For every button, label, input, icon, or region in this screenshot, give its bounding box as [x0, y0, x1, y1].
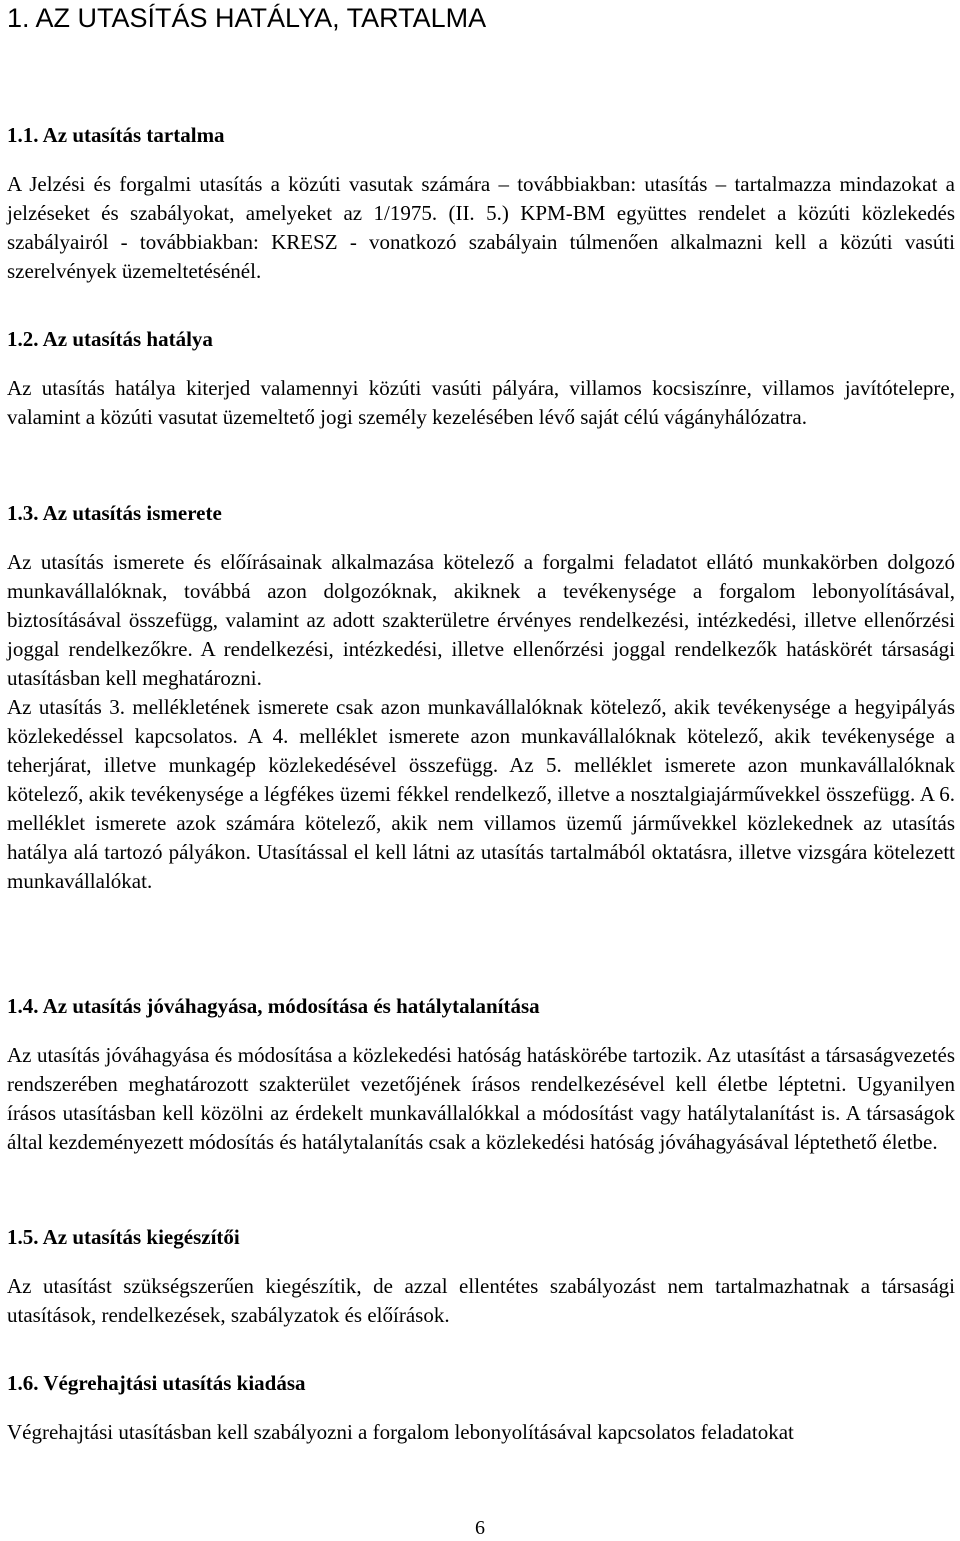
- chapter-title: 1. AZ UTASÍTÁS HATÁLYA, TARTALMA: [7, 3, 487, 33]
- section-1-6: [7, 1369, 955, 1447]
- section-paragraph: Az utasítás hatálya kiterjed valamennyi közúti vasúti pályára, villamos kocsiszínre, villamos javítótelepre, valamint a közúti vasutat üzemeltető jogi személy kezelésében lévő saját célú vágányhálózatra.: [7, 376, 955, 429]
- section-heading: 1.5. Az utasítás kiegészítői: [7, 1225, 240, 1249]
- page-number: 6: [475, 1517, 485, 1539]
- section-1-3: [7, 499, 955, 896]
- section-heading: 1.4. Az utasítás jóváhagyása, módosítása és hatálytalanítása: [7, 994, 540, 1018]
- section-1-2: [7, 325, 955, 432]
- section-paragraph: Az utasítás 3. mellékletének ismerete csak azon munkavállalóknak kötelező, akik tevékenysége a hegyipályás közlekedéssel kapcsolatos. A 4. melléklet ismerete azon munkavállalóknak kötelező, akik tevékenysége a teherjárat, illetve munkagép közlekedésével összefügg. Az 5. melléklet ismerete azon munkavállalóknak kötelező, akik tevékenysége a légfékes üzemi fékkel rendelkező, illetve a nosztalgiajárművekkel összefügg. A 6. melléklet ismerete azok számára kötelező, akik nem villamos üzemű járművekkel közlekednek az utasítás hatálya alá tartozó pályákon. Utasítással el kell látni az utasítás tartalmából oktatásra, illetve vizsgára kötelezett munkavállalókat.: [7, 695, 955, 893]
- section-paragraph: Az utasítást szükségszerűen kiegészítik, de azzal ellentétes szabályozást nem tartalmazhatnak a társasági utasítások, rendelkezések, szabályzatok és előírások.: [7, 1274, 955, 1327]
- section-heading: 1.1. Az utasítás tartalma: [7, 123, 225, 147]
- section-1-1: [7, 121, 955, 286]
- section-paragraph: Az utasítás jóváhagyása és módosítása a közlekedési hatóság hatáskörébe tartozik. Az utasítást a társaságvezetés rendszerében meghatározott szakterület vezetőjének írásos rendelkezésével kell életbe léptetni. Ugyanilyen írásos utasításban kell közölni az érdekelt munkavállalókkal a módosítást vagy hatálytalanítást is. A társaságok által kezdeményezett módosítás és hatálytalanítás csak a közlekedési hatóság jóváhagyásával léptethető életbe.: [7, 1043, 955, 1154]
- section-paragraph: Végrehajtási utasításban kell szabályozni a forgalom lebonyolításával kapcsolatos feladatokat: [7, 1420, 794, 1444]
- section-heading: 1.3. Az utasítás ismerete: [7, 501, 222, 525]
- section-heading: 1.6. Végrehajtási utasítás kiadása: [7, 1371, 306, 1395]
- section-paragraph: Az utasítás ismerete és előírásainak alkalmazása kötelező a forgalmi feladatot ellátó munkakörben dolgozó munkavállalóknak, továbbá azon dolgozóknak, akiknek a tevékenysége a forgalom lebonyolításával, biztosításával összefügg, valamint az adott szakterületre érvényes rendelkezési, intézkedési, illetve ellenőrzési joggal rendelkezőkre. A rendelkezési, intézkedési, illetve ellenőrzési joggal rendelkezők hatáskörét társasági utasításban kell meghatározni.: [7, 550, 955, 690]
- section-paragraph: A Jelzési és forgalmi utasítás a közúti vasutak számára – továbbiakban: utasítás – tartalmazza mindazokat a jelzéseket és szabályokat, amelyeket az 1/1975. (II. 5.) KPM-BM együttes rendelet a közúti közlekedés szabályairól - továbbiakban: KRESZ - vonatkozó szabályain túlmenően alkalmazni kell a közúti vasúti szerelvények üzemeltetésénél.: [7, 172, 955, 283]
- section-heading: 1.2. Az utasítás hatálya: [7, 327, 213, 351]
- section-1-5: [7, 1223, 955, 1330]
- section-1-4: [7, 992, 955, 1157]
